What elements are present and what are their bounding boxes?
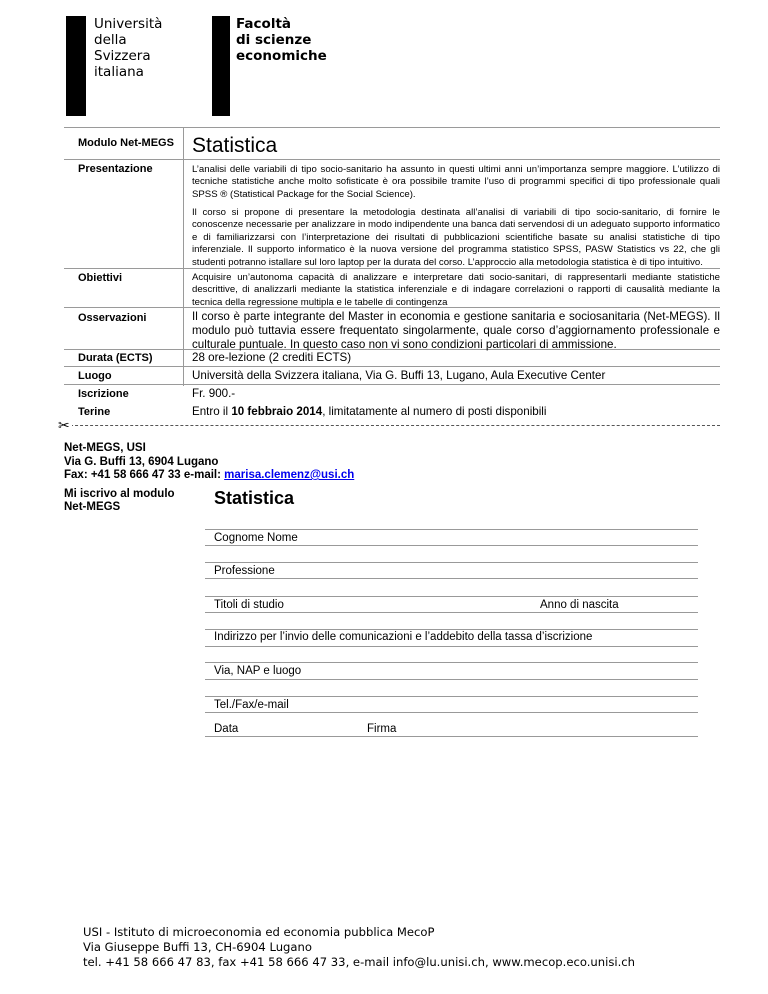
university-name-line: Svizzera <box>94 48 151 64</box>
address-line <box>64 469 354 483</box>
field-rule <box>205 596 698 597</box>
enroll-label-line: Net-MEGS <box>64 501 121 513</box>
obiettivi-label: Obiettivi <box>78 272 123 284</box>
address-line: Via G. Buffi 13, 6904 Lugano <box>64 455 219 468</box>
durata-label: Durata (ECTS) <box>78 352 153 364</box>
professione-field[interactable] <box>205 578 698 579</box>
email-link[interactable]: marisa.clemenz@usi.ch <box>224 469 355 481</box>
durata-value: 28 ore-lezione (2 crediti ECTS) <box>192 351 352 364</box>
field-rule <box>205 562 698 563</box>
termine-suffix: , limitatamente al numero di posti disponibili <box>322 405 547 418</box>
faculty-name <box>236 16 327 64</box>
row-divider <box>64 384 720 385</box>
address-line: Net-MEGS, USI <box>64 442 146 454</box>
field-rule <box>205 629 698 630</box>
enroll-label <box>64 488 175 514</box>
data-label: Data <box>214 723 239 735</box>
termine-label: Terine <box>78 406 111 418</box>
university-name-line: Università <box>94 16 163 32</box>
termine-value <box>192 405 546 418</box>
footer-line: USI - Istituto di microeconomia ed economia pubblica MecoP <box>83 925 435 939</box>
enroll-label-line: Mi iscrivo al modulo <box>64 488 175 500</box>
osservazioni-label: Osservazioni <box>78 312 147 324</box>
footer-line: Via Giuseppe Buffi 13, CH-6904 Lugano <box>83 939 312 954</box>
data-firma-field[interactable] <box>205 736 698 737</box>
row-divider <box>64 159 720 160</box>
modulo-label: Modulo Net-MEGS <box>78 137 174 149</box>
faculty-name-line: di scienze <box>236 32 312 48</box>
university-name <box>94 16 162 80</box>
table-column-divider <box>183 127 184 386</box>
field-rule <box>205 529 698 530</box>
cut-line <box>60 425 720 426</box>
professione-label: Professione <box>214 565 275 577</box>
faculty-name-line: Facoltà <box>236 16 292 32</box>
field-rule <box>205 696 698 697</box>
indirizzo-field[interactable] <box>205 646 698 647</box>
cognome-nome-label: Cognome Nome <box>214 532 298 544</box>
table-top-rule <box>64 127 720 128</box>
osservazioni-text: Il corso è parte integrante del Master in economia e gestione sanitaria e sociosanitaria (Net-MEGS). Il modulo può tuttavia essere frequentato singolarmente, quale corso d’aggiornamento professionale e culturale puntuale. In questo caso non vi sono condizioni particolari di ammissione. <box>192 310 720 352</box>
form-title: Statistica <box>214 488 295 508</box>
titoli-studio-label: Titoli di studio <box>214 599 284 611</box>
termine-prefix: Entro il <box>192 405 232 418</box>
fax-email-prefix: Fax: +41 58 666 47 33 e-mail: <box>64 469 225 481</box>
scissors-icon: ✂ <box>58 417 70 433</box>
via-nap-luogo-field[interactable] <box>205 679 698 680</box>
field-rule <box>205 662 698 663</box>
faculty-logo-bar <box>212 16 230 116</box>
footer-line: tel. +41 58 666 47 83, fax +41 58 666 47 33, e-mail info@lu.unisi.ch, www.mecop.eco.unisi.ch <box>83 954 635 969</box>
indirizzo-label: Indirizzo per l’invio delle comunicazioni e l’addebito della tassa d’iscrizione <box>214 631 593 643</box>
faculty-name-line: economiche <box>236 48 327 64</box>
via-nap-luogo-label: Via, NAP e luogo <box>214 665 302 677</box>
luogo-label: Luogo <box>78 370 112 382</box>
luogo-value: Università della Svizzera italiana, Via G. Buffi 13, Lugano, Aula Executive Center <box>192 369 606 382</box>
anno-nascita-label: Anno di nascita <box>540 599 619 611</box>
university-logo-bar <box>66 16 86 116</box>
termine-date: 10 febbraio 2014 <box>231 405 323 418</box>
presentazione-paragraph: L’analisi delle variabili di tipo socio-sanitario ha assunto in questi ultimi anni un’importanza sempre maggiore. L’utilizzo di tecniche statistiche anche molto sofisticate è ora possibile tramite l’uso di programmi specifici di tipo professionale quali SPSS ® (Statistical Package for the Social Science). <box>192 164 720 200</box>
presentazione-paragraph: Il corso si propone di presentare la metodologia destinata all’analisi di variabili di tipo socio-sanitario, di fornire le conoscenze necessarie per analizzare in modo indipendente una banca dati servendosi di un adeguato supporto informatico e di familiarizzarsi con l’interpretazione dei risultati di pubblicazioni scientifiche basate su analisi statistiche di tipo inferenziale. Il supporto informatico è la nuova versione del programma statistico SPSS, PASW Statistics vs 22, che gli studenti potranno istallare sul loro laptop per la durata del corso. L’approccio alla metodologia statistica è di tipo intuitivo. <box>192 207 721 268</box>
course-title: Statistica <box>192 134 278 157</box>
contact-address <box>64 442 354 483</box>
titoli-anno-field[interactable] <box>205 612 698 613</box>
iscrizione-label: Iscrizione <box>78 388 129 400</box>
presentazione-label: Presentazione <box>78 163 153 175</box>
iscrizione-value: Fr. 900.- <box>192 387 236 400</box>
footer <box>83 925 635 969</box>
tel-fax-email-label: Tel./Fax/e-mail <box>214 699 289 711</box>
tel-fax-email-field[interactable] <box>205 712 698 713</box>
university-name-line: della <box>94 32 127 48</box>
row-divider <box>64 366 720 367</box>
university-name-line: italiana <box>94 64 144 80</box>
obiettivi-text: Acquisire un’autonoma capacità di analizzare e interpretare dati socio-sanitari, di rappresentarli mediante statistiche descrittive, di analizzarli mediante la statistica inferenziale e di indagare correlazioni o rapporti di causalità mediante la tecnica della regressione multipla e le tabelle di contingenza <box>192 272 720 308</box>
cognome-nome-field[interactable] <box>205 545 698 546</box>
firma-label: Firma <box>367 723 397 735</box>
